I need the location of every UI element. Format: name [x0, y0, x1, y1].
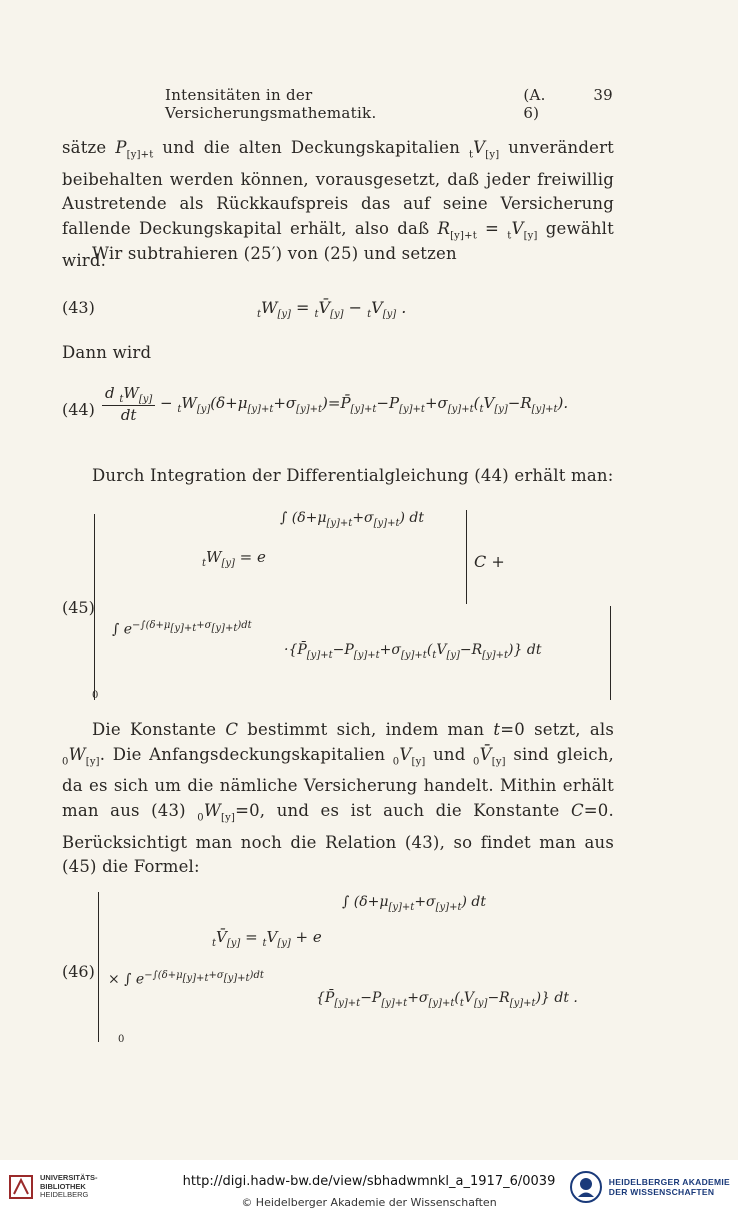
source-url-link[interactable]: http://digi.hadw-bw.de/view/sbhadwmnkl_a_1917_6/0039 — [182, 1174, 556, 1189]
academy-logo: HEIDELBERGER AKADEMIE DER WISSENSCHAFTEN — [569, 1170, 730, 1204]
paragraph-1: sätze $P_{[y]+t}$ und die alten Deckungskapitalien $_tV_{[y]}$ unverändert beibehalten werden können, vorausgesetzt, daß jeder freiwillig Austretende als Rückkaufspreis das auf seine Versicherung fallende Deckungskapital erhält, also daß $R_{[y]+t} = _tV_{[y]}$ gewählt wird. — [62, 138, 615, 270]
page-number: 39 — [593, 86, 613, 104]
university-library-logo: UNIVERSITÄTS- BIBLIOTHEK HEIDELBERG — [8, 1172, 98, 1202]
equation-46: (46) $_tV̄_{[y]} = _tV_{[y]} + e$ ∫ $(\delta+\mu_{[y]+t}+\sigma_{[y]+t})$ dt × ∫ $e^{-\int(\delta+\mu_{[y]+t}+\sigma_{[y]+t})dt}$ $\{P̄_{[y]+t}-P_{[y]+t}+\sigma_{[y]+t}(_tV_{[y]}-R_{[y]+t})\}$ dt . 0 — [62, 894, 578, 1045]
running-title: Intensitäten in der Versicherungsmathematik. — [165, 86, 377, 122]
section-marker: (A. 6) — [523, 86, 546, 122]
footer-bar — [0, 1160, 738, 1216]
paragraph-4: Durch Integration der Differentialgleichung (44) erhält man: — [92, 466, 614, 485]
paragraph-2: Wir subtrahieren (25′) von (25) und setzen — [92, 244, 457, 263]
paragraph-5: Die Konstante C bestimmt sich, indem man t=0 setzt, als $_0W_{[y]}$. Die Anfangsdeckungskapitalien $_0V_{[y]}$ und $_0V̄_{[y]}$ sind gleich, da es sich um die nämliche Versicherung handelt. Mithin erhält man aus (43) $_0W_{[y]}=0$, und es ist auch die Konstante C=0. Berücksichtigt man noch die Relation (43), so findet man aus (45) die Formel: — [62, 720, 615, 877]
academy-seal-icon — [569, 1170, 603, 1204]
running-header — [165, 86, 613, 122]
paragraph-3: Dann wird — [62, 343, 152, 362]
equation-43: (43) $_tW_{[y]}$ = $_tV̄_{[y]} - _tV_{[y]}$ . — [62, 298, 407, 321]
copyright-notice: © Heidelberger Akademie der Wissenschaften — [241, 1196, 497, 1209]
equation-45: (45) $_tW_{[y]} = e$ ∫ $(\delta+\mu_{[y]+t}+\sigma_{[y]+t})$ dt C + ∫ $e^{-\int(\delta+\mu_{[y]+t}+\sigma_{[y]+t})dt}$ $\cdot\{P̄_{[y]+t}-P_{[y]+t}+\sigma_{[y]+t}(_tV_{[y]}-R_{[y]+t})\}$ dt 0 — [62, 500, 614, 700]
equation-44: (44) $\frac{d _tW_{[y]}}{dt}$ − $_tW_{[y]}(\delta+\mu_{[y]+t}+\sigma_{[y]+t})=P̄_{[y]+t}-P_{[y]+t}+\sigma_{[y]+t}(_tV_{[y]}-R_{[y]+t})$. — [62, 384, 569, 424]
